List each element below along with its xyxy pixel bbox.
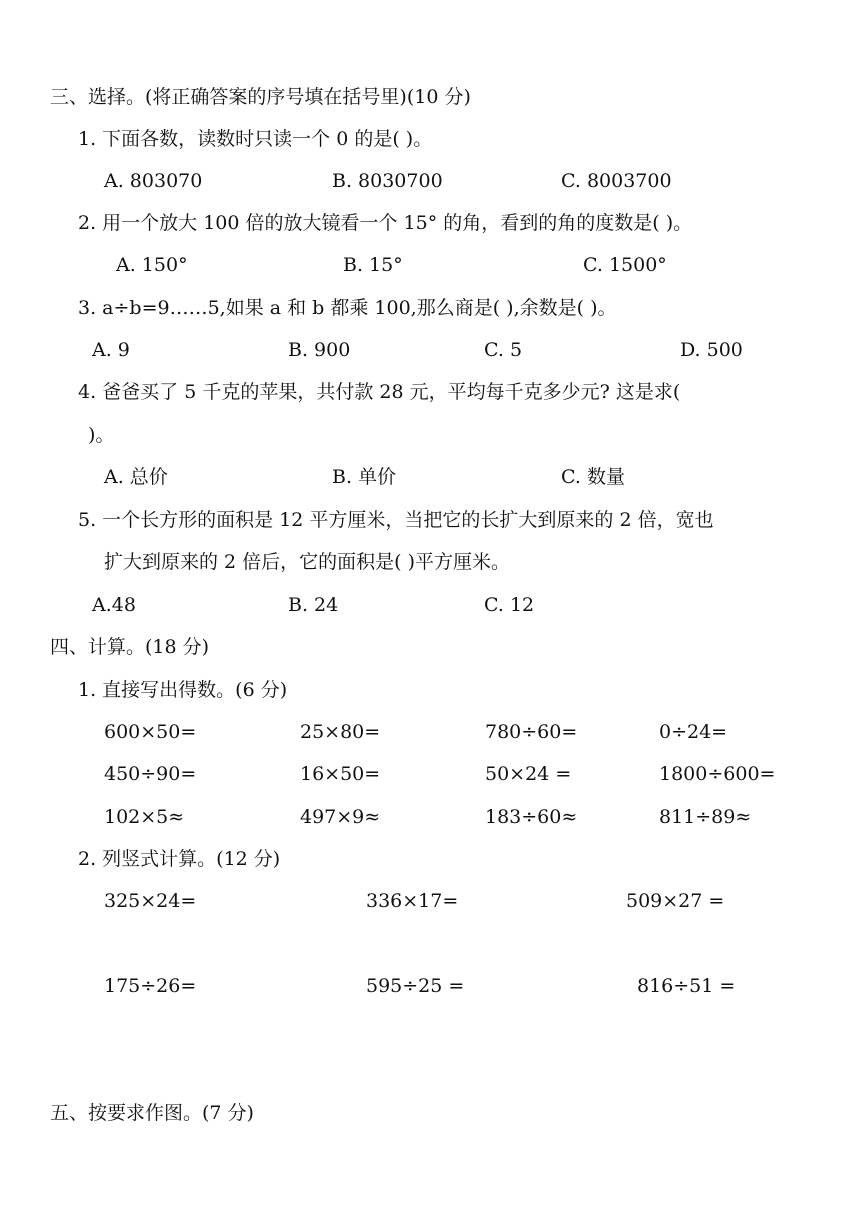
vertical-calc-item: 509×27 = [626, 890, 725, 912]
q4-option-c: C. 数量 [561, 466, 625, 488]
mental-math-item: 25×80= [300, 721, 381, 743]
question-5-stem-line2: 扩大到原来的 2 倍后，它的面积是( )平方厘米。 [104, 551, 511, 573]
q2-option-c: C. 1500° [583, 254, 667, 276]
part-1-title: 1. 直接写出得数。(6 分) [78, 679, 288, 701]
q5-option-c: C. 12 [484, 594, 535, 616]
mental-math-item: 811÷89≈ [659, 806, 752, 828]
q2-option-a: A. 150° [116, 254, 188, 276]
q3-option-c: C. 5 [484, 339, 523, 361]
mental-math-item: 183÷60≈ [485, 806, 578, 828]
vertical-calc-item: 816÷51 = [637, 975, 736, 997]
q1-option-b: B. 8030700 [332, 170, 443, 192]
mental-math-item: 16×50= [300, 763, 381, 785]
q5-option-a: A.48 [92, 594, 136, 616]
section-4-title: 四、计算。(18 分) [50, 636, 210, 658]
question-2-stem: 2. 用一个放大 100 倍的放大镜看一个 15° 的角，看到的角的度数是( )。 [78, 212, 693, 234]
q3-option-b: B. 900 [288, 339, 351, 361]
question-5-stem-line1: 5. 一个长方形的面积是 12 平方厘米，当把它的长扩大到原来的 2 倍，宽也 [78, 509, 714, 531]
mental-math-item: 50×24 = [485, 763, 572, 785]
question-4-stem-line2: )。 [88, 424, 115, 446]
q1-option-c: C. 8003700 [561, 170, 672, 192]
mental-math-item: 780÷60= [485, 721, 578, 743]
mental-math-item: 0÷24= [659, 721, 728, 743]
q1-option-a: A. 803070 [104, 170, 203, 192]
q4-option-a: A. 总价 [104, 466, 168, 488]
q5-option-b: B. 24 [288, 594, 339, 616]
q4-option-b: B. 单价 [332, 466, 397, 488]
section-3-title: 三、选择。(将正确答案的序号填在括号里)(10 分) [50, 86, 471, 108]
vertical-calc-item: 595÷25 = [366, 975, 465, 997]
part-2-title: 2. 列竖式计算。(12 分) [78, 848, 281, 870]
mental-math-item: 102×5≈ [104, 806, 185, 828]
mental-math-item: 1800÷600= [659, 763, 776, 785]
q2-option-b: B. 15° [343, 254, 403, 276]
question-4-stem-line1: 4. 爸爸买了 5 千克的苹果，共付款 28 元，平均每千克多少元? 这是求( [78, 381, 681, 403]
q3-option-a: A. 9 [92, 339, 130, 361]
vertical-calc-item: 325×24= [104, 890, 197, 912]
question-3-stem: 3. a÷b=9……5,如果 a 和 b 都乘 100,那么商是( ),余数是( )。 [78, 297, 617, 319]
question-1-stem: 1. 下面各数，读数时只读一个 0 的是( )。 [78, 128, 433, 150]
vertical-calc-item: 175÷26= [104, 975, 197, 997]
mental-math-item: 497×9≈ [300, 806, 381, 828]
vertical-calc-item: 336×17= [366, 890, 459, 912]
mental-math-item: 600×50= [104, 721, 197, 743]
section-5-title: 五、按要求作图。(7 分) [50, 1102, 254, 1124]
mental-math-item: 450÷90= [104, 763, 197, 785]
q3-option-d: D. 500 [680, 339, 743, 361]
